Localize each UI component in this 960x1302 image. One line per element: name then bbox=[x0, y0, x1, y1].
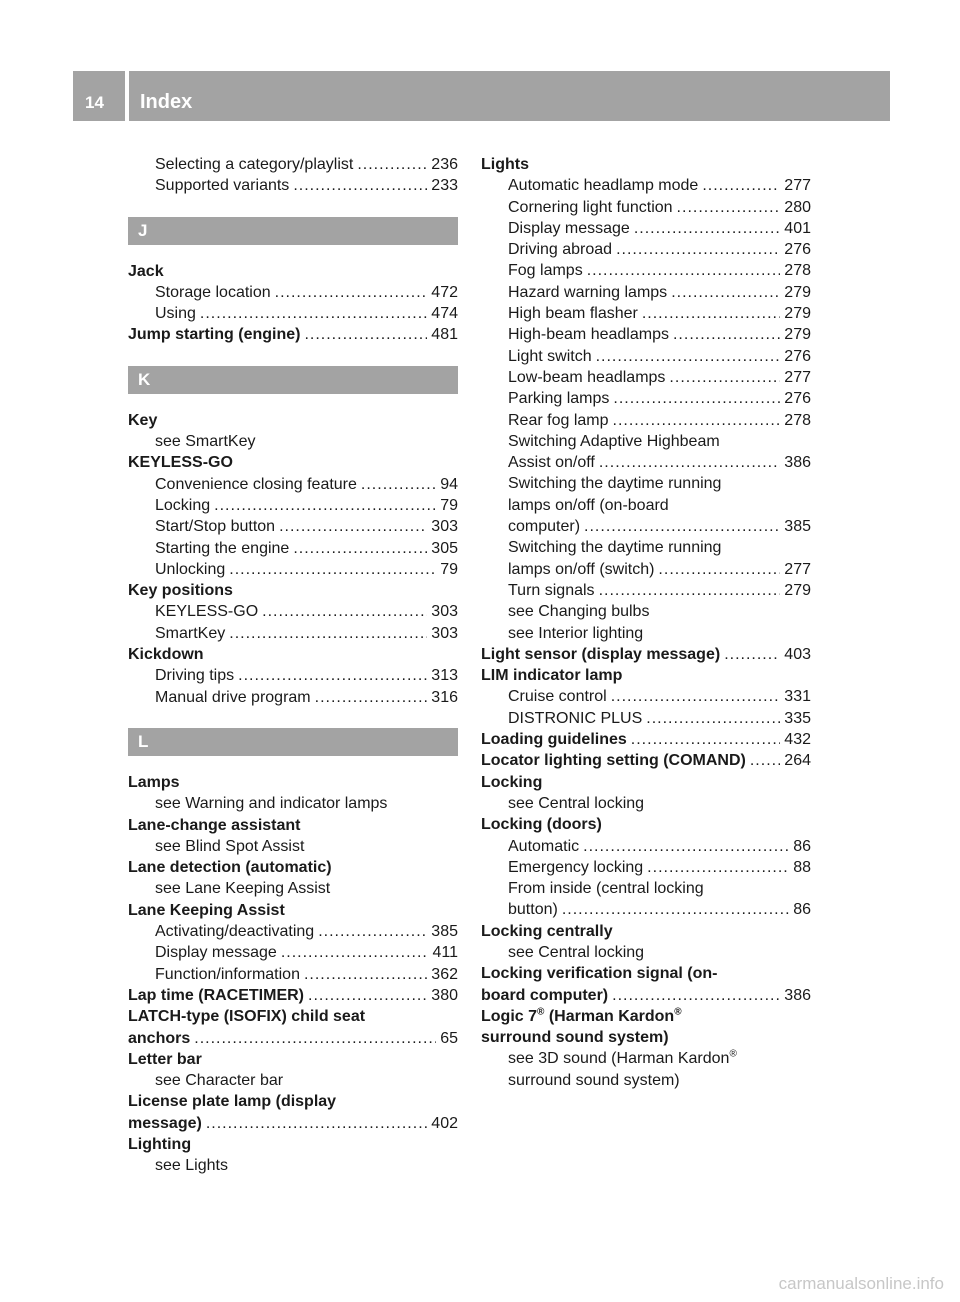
section-letter-l: L bbox=[128, 728, 458, 756]
index-entry: message) ..... 402 bbox=[128, 1113, 458, 1134]
index-entry: Driving abroad ..... 276 bbox=[481, 239, 811, 260]
index-see-reference: see Central locking bbox=[508, 794, 645, 812]
index-see-reference: see SmartKey bbox=[155, 433, 256, 451]
index-entry: Locking ..... 79 bbox=[128, 495, 458, 516]
page-header bbox=[73, 71, 890, 121]
index-entry: Activating/deactivating ..... 385 bbox=[128, 921, 458, 942]
index-entry: Locator lighting setting (COMAND) ..... 264 bbox=[481, 750, 811, 771]
index-entry: Selecting a category/playlist ..... 236 bbox=[128, 154, 458, 175]
index-entry: Automatic headlamp mode ..... 277 bbox=[481, 175, 811, 196]
index-entry: DISTRONIC PLUS ..... 335 bbox=[481, 708, 811, 729]
index-heading: Lamps bbox=[128, 773, 180, 791]
index-heading: Key bbox=[128, 411, 158, 429]
index-see-reference: see Interior lighting bbox=[508, 624, 644, 642]
index-entry: Start/Stop button ..... 303 bbox=[128, 516, 458, 537]
index-entry: KEYLESS-GO ..... 303 bbox=[128, 601, 458, 622]
index-heading: Letter bar bbox=[128, 1050, 202, 1068]
index-entry: lamps on/off (switch) ..... 277 bbox=[481, 559, 811, 580]
index-heading: Kickdown bbox=[128, 646, 204, 664]
index-entry: Jump starting (engine) ..... 481 bbox=[128, 324, 458, 345]
index-see-reference: surround sound system) bbox=[508, 1071, 680, 1089]
index-heading: Lane-change assistant bbox=[128, 816, 301, 834]
index-entry: Unlocking ..... 79 bbox=[128, 559, 458, 580]
section-letter-k: K bbox=[128, 366, 458, 394]
index-heading: LIM indicator lamp bbox=[481, 667, 623, 685]
index-see-reference: see Warning and indicator lamps bbox=[155, 795, 388, 813]
index-entry: Display message ..... 401 bbox=[481, 218, 811, 239]
index-entry: button) ..... 86 bbox=[481, 899, 811, 920]
index-heading: LATCH-type (ISOFIX) child seat bbox=[128, 1008, 366, 1026]
index-heading: Lane detection (automatic) bbox=[128, 859, 332, 877]
index-entry: SmartKey ..... 303 bbox=[128, 623, 458, 644]
index-heading: Key positions bbox=[128, 582, 233, 600]
index-entry: Convenience closing feature ..... 94 bbox=[128, 474, 458, 495]
index-see-reference: see Lane Keeping Assist bbox=[155, 880, 331, 898]
index-heading: Lights bbox=[481, 156, 529, 173]
index-entry-wrap: From inside (central locking bbox=[508, 880, 704, 898]
index-entry: Assist on/off ..... 386 bbox=[481, 452, 811, 473]
index-entry: computer) ..... 385 bbox=[481, 516, 811, 537]
index-entry-wrap: lamps on/off (on-board bbox=[508, 496, 669, 514]
index-entry: High beam flasher ..... 279 bbox=[481, 303, 811, 324]
index-entry: Manual drive program ..... 316 bbox=[128, 687, 458, 708]
index-entry-wrap: Switching the daytime running bbox=[508, 475, 722, 493]
index-entry: Cruise control ..... 331 bbox=[481, 686, 811, 707]
index-heading: Locking centrally bbox=[481, 922, 613, 940]
watermark: carmanualsonline.info bbox=[778, 1274, 944, 1293]
index-column-right bbox=[481, 154, 811, 1091]
header-divider bbox=[125, 71, 129, 121]
index-entry: Display message ..... 411 bbox=[128, 942, 458, 963]
section-letter-j: J bbox=[128, 217, 458, 245]
index-entry: anchors ..... 65 bbox=[128, 1028, 458, 1049]
index-heading: Lighting bbox=[128, 1135, 192, 1153]
index-entry: Cornering light function ..... 280 bbox=[481, 197, 811, 218]
index-entry: Rear fog lamp ..... 278 bbox=[481, 410, 811, 431]
index-entry: Starting the engine ..... 305 bbox=[128, 538, 458, 559]
index-entry: Low-beam headlamps ..... 277 bbox=[481, 367, 811, 388]
index-entry-wrap: Switching the daytime running bbox=[508, 539, 722, 557]
index-heading: Logic 7® (Harman Kardon® bbox=[481, 1006, 682, 1025]
index-entry: Lap time (RACETIMER) ..... 380 bbox=[128, 985, 458, 1006]
index-entry: Light switch ..... 276 bbox=[481, 346, 811, 367]
index-see-reference: see Character bar bbox=[155, 1072, 284, 1090]
index-entry: Turn signals ..... 279 bbox=[481, 580, 811, 601]
index-heading: Lane Keeping Assist bbox=[128, 901, 285, 919]
index-see-reference: see Central locking bbox=[508, 943, 645, 961]
index-entry: Storage location ..... 472 bbox=[128, 282, 458, 303]
index-see-reference: see Lights bbox=[155, 1157, 228, 1175]
index-entry: Using ..... 474 bbox=[128, 303, 458, 324]
index-entry: Fog lamps ..... 278 bbox=[481, 260, 811, 281]
index-see-reference: see Changing bulbs bbox=[508, 603, 650, 621]
index-entry: Automatic ..... 86 bbox=[481, 836, 811, 857]
index-heading: Jack bbox=[128, 262, 164, 280]
index-entry: Hazard warning lamps ..... 279 bbox=[481, 282, 811, 303]
index-heading: KEYLESS-GO bbox=[128, 454, 233, 472]
index-entry: Loading guidelines ..... 432 bbox=[481, 729, 811, 750]
index-column-left bbox=[128, 154, 458, 1177]
index-entry: Light sensor (display message) ..... 403 bbox=[481, 644, 811, 665]
page-title: Index bbox=[140, 91, 193, 113]
index-heading: Locking (doors) bbox=[481, 816, 602, 834]
index-see-reference: see 3D sound (Harman Kardon® bbox=[508, 1049, 737, 1068]
index-entry: Emergency locking ..... 88 bbox=[481, 857, 811, 878]
index-heading: Locking verification signal (on- bbox=[481, 965, 718, 983]
page-number: 14 bbox=[85, 93, 104, 112]
index-entry: board computer) ..... 386 bbox=[481, 985, 811, 1006]
index-entry: Parking lamps ..... 276 bbox=[481, 388, 811, 409]
index-entry: Driving tips ..... 313 bbox=[128, 665, 458, 686]
index-heading: Locking bbox=[481, 773, 543, 791]
index-see-reference: see Blind Spot Assist bbox=[155, 837, 305, 855]
index-heading: surround sound system) bbox=[481, 1029, 669, 1047]
index-entry-wrap: Switching Adaptive Highbeam bbox=[508, 432, 720, 450]
index-entry: Supported variants ..... 233 bbox=[128, 175, 458, 196]
index-entry: Function/information ..... 362 bbox=[128, 964, 458, 985]
index-heading: License plate lamp (display bbox=[128, 1093, 337, 1111]
index-entry: High-beam headlamps ..... 279 bbox=[481, 324, 811, 345]
